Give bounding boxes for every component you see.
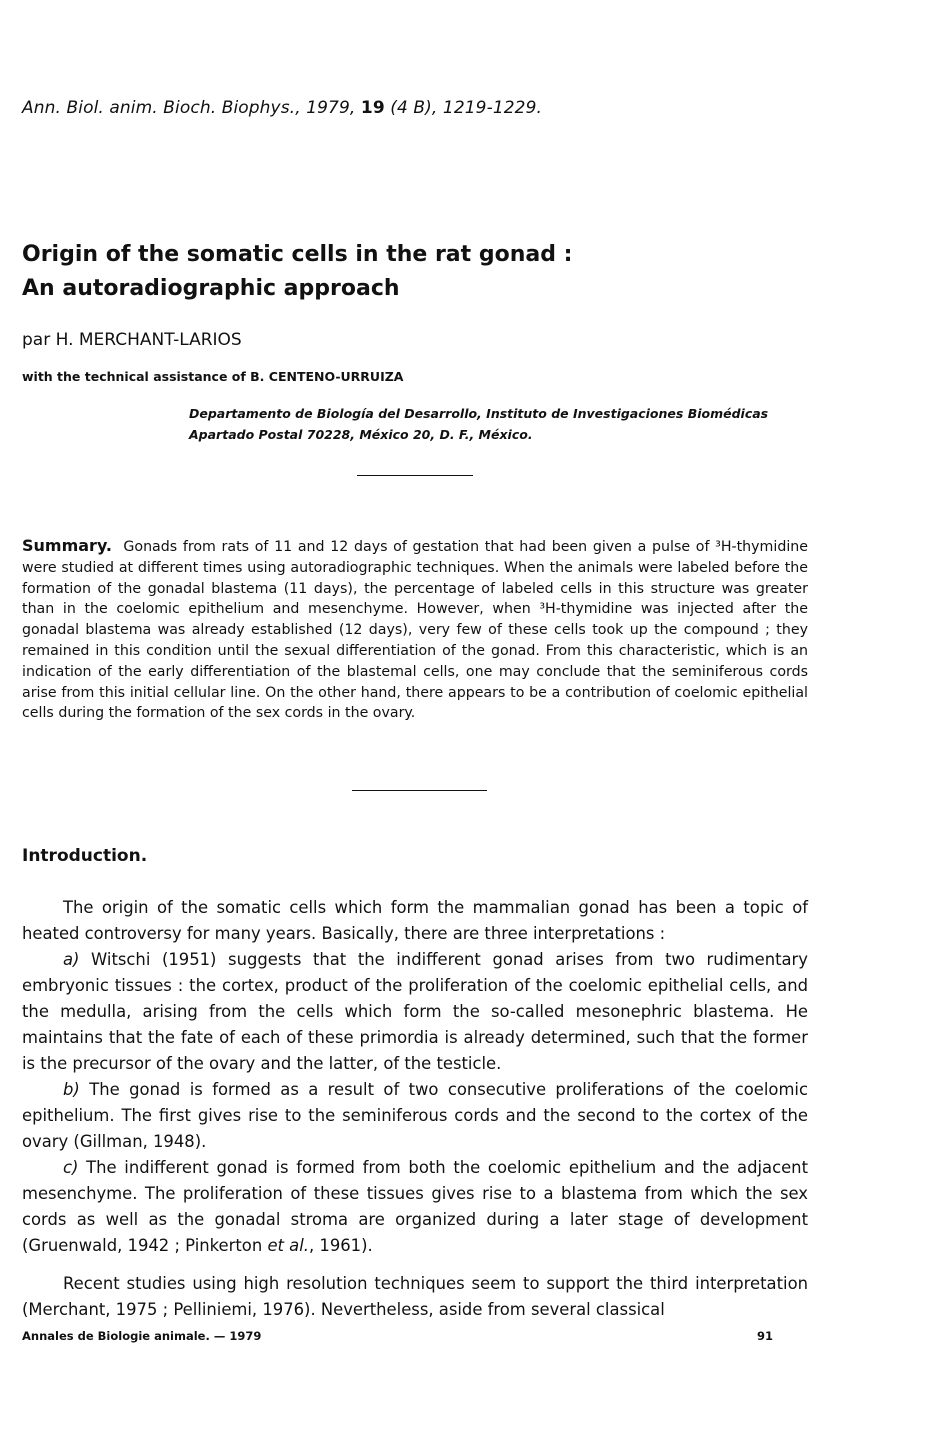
article-title — [22, 238, 572, 306]
intro-paragraph-b — [22, 1077, 808, 1155]
page-number: 91 — [757, 1329, 774, 1343]
affiliation-line-2: Apartado Postal 70228, México 20, D. F., México. — [189, 427, 533, 442]
item-text-a: Witschi (1951) suggests that the indifferent gonad arises from two rudimentary embryonic tissues : the cortex, product of the proliferation of the coelomic epithelial cells, and the medulla, arising from the cells which form the so-called mesonephric blastema. He maintains that the fate of each of these primordia is already determined, such that the former is the precursor of the ovary and the latter, of the testicle. — [22, 950, 808, 1073]
journal-year: 1979 — [306, 98, 350, 118]
summary-paragraph — [22, 536, 808, 724]
intro-paragraph-c — [22, 1155, 808, 1259]
item-text-b: The gonad is formed as a result of two consecutive proliferations of the coelomic epithelium. The first gives rise to the seminiferous cords and the second to the cortex of the ovary (Gillman, 1948). — [22, 1080, 808, 1151]
affiliation — [189, 403, 768, 445]
intro-paragraph-1: The origin of the somatic cells which form the mammalian gonad has been a topic of heated controversy for many years. Basically, there are three interpretations : — [22, 898, 808, 943]
item-label-b: b) — [63, 1080, 80, 1099]
item-label-c: c) — [63, 1158, 79, 1177]
footer-journal: Annales de Biologie animale. — 1979 — [22, 1329, 262, 1343]
journal-citation: Ann. Biol. anim. Bioch. Biophys., 1979, 19 (4 B), 1219-1229. — [22, 98, 542, 118]
intro-paragraph-a — [22, 947, 808, 1077]
journal-volume: 19 — [360, 98, 385, 118]
item-label-a: a) — [63, 950, 80, 969]
intro-paragraph-2: Recent studies using high resolution techniques seem to support the third interpretation (Merchant, 1975 ; Pelliniemi, 1976). Nevertheless, aside from several classical — [22, 1274, 808, 1319]
summary-text: Gonads from rats of 11 and 12 days of gestation that had been given a pulse of ³H-thymidine were studied at different times using autoradiographic techniques. When the animals were labeled before the formation of the gonadal blastema (11 days), the percentage of labeled cells in this structure was greater than in the coelomic epithelium and mesenchyme. However, when ³H-thymidine was injected after the gonadal blastema was already established (12 days), very few of these cells took up the compound ; they remained in this condition until the sexual differentiation of the gonad. From this characteristic, which is an indication of the early differentiation of the blastemal cells, one may conclude that the seminiferous cords arise from this initial cellular line. On the other hand, there appears to be a contribution of coelomic epithelial cells during the formation of the sex cords in the ovary. — [22, 539, 808, 722]
summary-label: Summary. — [22, 536, 112, 555]
journal-issue-pages: (4 B), 1219-1229. — [390, 98, 542, 118]
title-line-2: An autoradiographic approach — [22, 276, 400, 301]
author-line: par H. MERCHANT-LARIOS — [22, 330, 242, 350]
journal-name: Ann. Biol. anim. Bioch. Biophys. — [22, 98, 296, 118]
item-text-c: The indifferent gonad is formed from both the coelomic epithelium and the adjacent mesenchyme. The proliferation of these tissues gives rise to a blastema from which the sex cords as well as the gonadal stroma are organized during a later stage of development (Gruenwald, 1942 ; Pinkerton — [22, 1158, 808, 1255]
separator-rule — [352, 790, 487, 791]
item-text-c-end: , 1961). — [308, 1236, 373, 1255]
separator-rule — [357, 475, 473, 476]
et-al: et al. — [267, 1236, 309, 1255]
technical-assistance: with the technical assistance of B. CENTENO-URRUIZA — [22, 369, 404, 384]
title-line-1: Origin of the somatic cells in the rat gonad : — [22, 242, 573, 267]
affiliation-line-1: Departamento de Biología del Desarrollo, Instituto de Investigaciones Biomédicas — [189, 406, 769, 421]
introduction-heading: Introduction. — [22, 846, 148, 866]
introduction-body — [22, 895, 808, 1323]
